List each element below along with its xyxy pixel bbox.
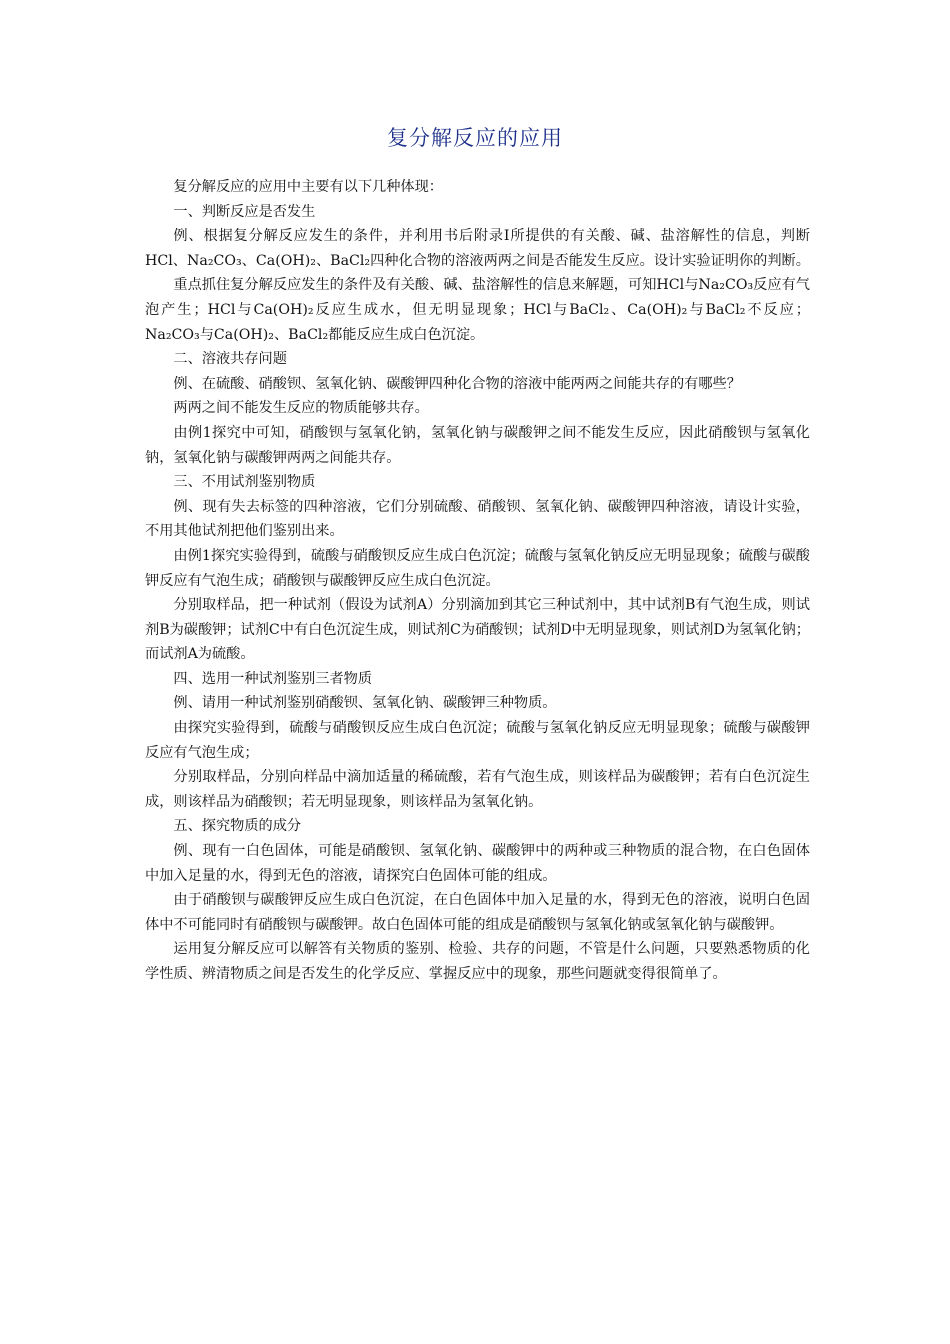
paragraph: 由探究实验得到，硫酸与硝酸钡反应生成白色沉淀；硫酸与氢氧化钠反应无明显现象；硫酸与碳酸钾反应有气泡生成；: [145, 720, 810, 761]
paragraph: 由于硝酸钡与碳酸钾反应生成白色沉淀，在白色固体中加入足量的水，得到无色的溶液，说明白色固体中不可能同时有硝酸钡与碳酸钾。故白色固体可能的组成是硝酸钡与氢氧化钠或氢氧化钠与碳酸钾。: [145, 892, 810, 933]
paragraph: 运用复分解反应可以解答有关物质的鉴别、检验、共存的问题，不管是什么问题，只要熟悉物质的化学性质、辨清物质之间是否发生的化学反应、掌握反应中的现象，那些问题就变得很简单了。: [145, 941, 810, 982]
paragraph: 重点抓住复分解反应发生的条件及有关酸、碱、盐溶解性的信息来解题，可知HCl与Na₂CO₃反应有气泡产生；HCl与Ca(OH)₂反应生成水，但无明显现象；HCl与BaCl₂、Ca(OH)₂与BaCl₂不反应；Na₂CO₃与Ca(OH)₂、BaCl₂都能反应生成白色沉淀。: [145, 277, 810, 343]
paragraph: 例、现有一白色固体，可能是硝酸钡、氢氧化钠、碳酸钾中的两种或三种物质的混合物，在白色固体中加入足量的水，得到无色的溶液，请探究白色固体可能的组成。: [145, 843, 810, 884]
document-title: 复分解反应的应用: [387, 126, 563, 150]
paragraph: 例、根据复分解反应发生的条件，并利用书后附录I所提供的有关酸、碱、盐溶解性的信息，判断HCl、Na₂CO₃、Ca(OH)₂、BaCl₂四种化合物的溶液两两之间是否能发生反应。设计实验证明你的判断。: [145, 228, 810, 269]
document-body: [145, 175, 810, 987]
paragraph: 由例1探究实验得到，硫酸与硝酸钡反应生成白色沉淀；硫酸与氢氧化钠反应无明显现象；硫酸与碳酸钾反应有气泡生成；硝酸钡与碳酸钾反应生成白色沉淀。: [145, 547, 810, 589]
paragraph: 例、请用一种试剂鉴别硝酸钡、氢氧化钠、碳酸钾三种物质。: [173, 695, 557, 712]
section-heading: 三、不用试剂鉴别物质: [173, 474, 316, 491]
paragraph: 例、在硫酸、硝酸钡、氢氧化钠、碳酸钾四种化合物的溶液中能两两之间能共存的有哪些？: [173, 375, 741, 392]
paragraph: 由例1探究中可知，硝酸钡与氢氧化钠，氢氧化钠与碳酸钾之间不能发生反应，因此硝酸钡与氢氧化钠，氢氧化钠与碳酸钾两两之间能共存。: [145, 424, 810, 466]
paragraph: 分别取样品，把一种试剂（假设为试剂A）分别滴加到其它三种试剂中，其中试剂B有气泡生成，则试剂B为碳酸钾；试剂C中有白色沉淀生成，则试剂C为硝酸钡；试剂D中无明显现象，则试剂D为氢氧化钠；而试剂A为硫酸。: [145, 597, 810, 663]
section-heading: 二、溶液共存问题: [173, 351, 287, 368]
paragraph: 复分解反应的应用中主要有以下几种体现：: [173, 179, 443, 195]
paragraph: 分别取样品，分别向样品中滴加适量的稀硫酸，若有气泡生成，则该样品为碳酸钾；若有白色沉淀生成，则该样品为硝酸钡；若无明显现象，则该样品为氢氧化钠。: [145, 769, 810, 810]
section-heading: 五、探究物质的成分: [173, 818, 302, 835]
paragraph: 两两之间不能发生反应的物质能够共存。: [173, 400, 429, 417]
paragraph: 例、现有失去标签的四种溶液，它们分别硫酸、硝酸钡、氢氧化钠、碳酸钾四种溶液，请设计实验，不用其他试剂把他们鉴别出来。: [145, 498, 810, 540]
section-heading: 一、判断反应是否发生: [173, 203, 316, 220]
section-heading: 四、选用一种试剂鉴别三者物质: [173, 670, 373, 687]
